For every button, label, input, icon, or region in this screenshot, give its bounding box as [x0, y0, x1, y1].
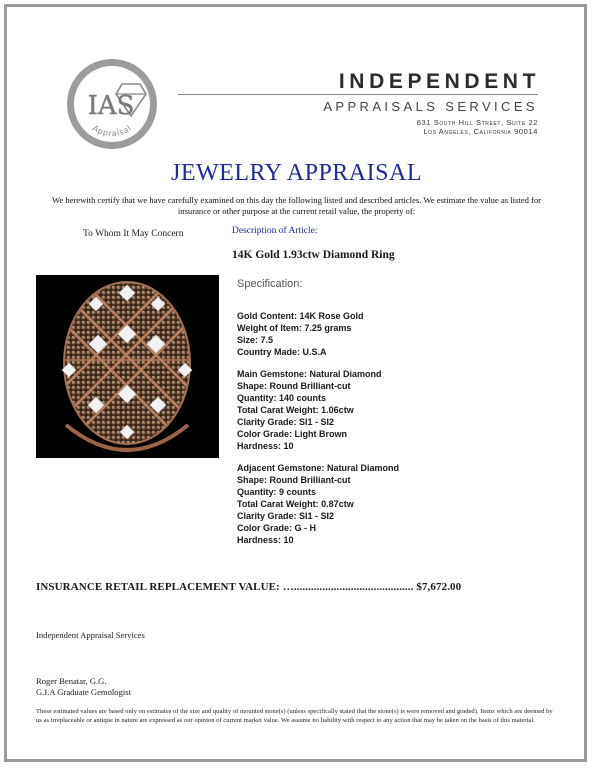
main-hardness: Hardness: 10 — [237, 441, 294, 451]
adjacent-gemstone: Adjacent Gemstone: Natural Diamond — [237, 463, 400, 473]
main-gemstone-specs — [237, 368, 382, 452]
signer-block — [36, 676, 131, 698]
description-label: Description of Article: — [232, 226, 318, 236]
main-shape: Shape: Round Brilliant-cut — [237, 381, 351, 391]
company-name: INDEPENDENT — [338, 70, 540, 93]
footer-company: Independent Appraisal Services — [36, 630, 145, 640]
ring-size: Size: 7.5 — [237, 335, 274, 345]
svg-text:IAS: IAS — [87, 91, 135, 121]
disclaimer-text: These estimated values are based only on estimates of the size and quality of mounted stone(s) (unless specifically stated that the stone(s) is were removed and graded). Items which are deemed by us as irreplaceable or antique in nature are expressed as our opinion of current market value. We assume no liability with respect to any action that may be taken on the basis of this material. — [36, 708, 553, 724]
header-divider — [178, 94, 538, 95]
main-clarity: Clarity Grade: SI1 - SI2 — [237, 417, 335, 427]
item-title: 14K Gold 1.93ctw Diamond Ring — [232, 249, 395, 261]
adjacent-shape: Shape: Round Brilliant-cut — [237, 475, 351, 485]
recipient: To Whom It May Concern — [83, 229, 184, 239]
value-amount: $7,672.00 — [416, 581, 462, 593]
adjacent-color: Color Grade: G - H — [237, 523, 317, 533]
specification-label: Specification: — [237, 278, 303, 290]
country-made: Country Made: U.S.A — [237, 347, 327, 357]
main-gemstone: Main Gemstone: Natural Diamond — [237, 369, 382, 379]
value-label: INSURANCE RETAIL REPLACEMENT VALUE: — [36, 581, 280, 593]
adjacent-gemstone-specs — [237, 462, 399, 546]
replacement-value-line — [36, 581, 556, 593]
item-weight: Weight of Item: 7.25 grams — [237, 323, 352, 333]
main-carat-weight: Total Carat Weight: 1.06ctw — [237, 405, 354, 415]
signer-title: G.I.A Graduate Gemologist — [36, 687, 131, 697]
main-color: Color Grade: Light Brown — [237, 429, 347, 439]
company-subtitle: APPRAISALS SERVICES — [323, 99, 538, 114]
gold-content: Gold Content: 14K Rose Gold — [237, 311, 364, 321]
main-quantity: Quantity: 140 counts — [237, 393, 327, 403]
address-line-1: 631 South Hill Street, Suite 22 — [416, 118, 538, 127]
svg-text:Appraisal: Appraisal — [90, 123, 134, 139]
company-address — [300, 118, 538, 136]
adjacent-hardness: Hardness: 10 — [237, 535, 294, 545]
document-title: JEWELRY APPRAISAL — [171, 160, 422, 186]
adjacent-carat-weight: Total Carat Weight: 0.87ctw — [237, 499, 354, 509]
signer-name: Roger Benatar, G.G. — [36, 676, 107, 686]
certification-text: We herewith certify that we have carefully examined on this day the following listed and described articles. We estimate the value as listed for insurance or other purpose at the current retail value, the property of: — [51, 195, 542, 216]
ring-photo — [36, 275, 219, 458]
ias-logo — [64, 56, 160, 152]
metal-specs — [237, 310, 364, 358]
adjacent-clarity: Clarity Grade: SI1 - SI2 — [237, 511, 335, 521]
address-line-2: Los Angeles, California 90014 — [423, 127, 538, 136]
adjacent-quantity: Quantity: 9 counts — [237, 487, 317, 497]
value-leader-dots: ….......................................... — [282, 581, 414, 593]
